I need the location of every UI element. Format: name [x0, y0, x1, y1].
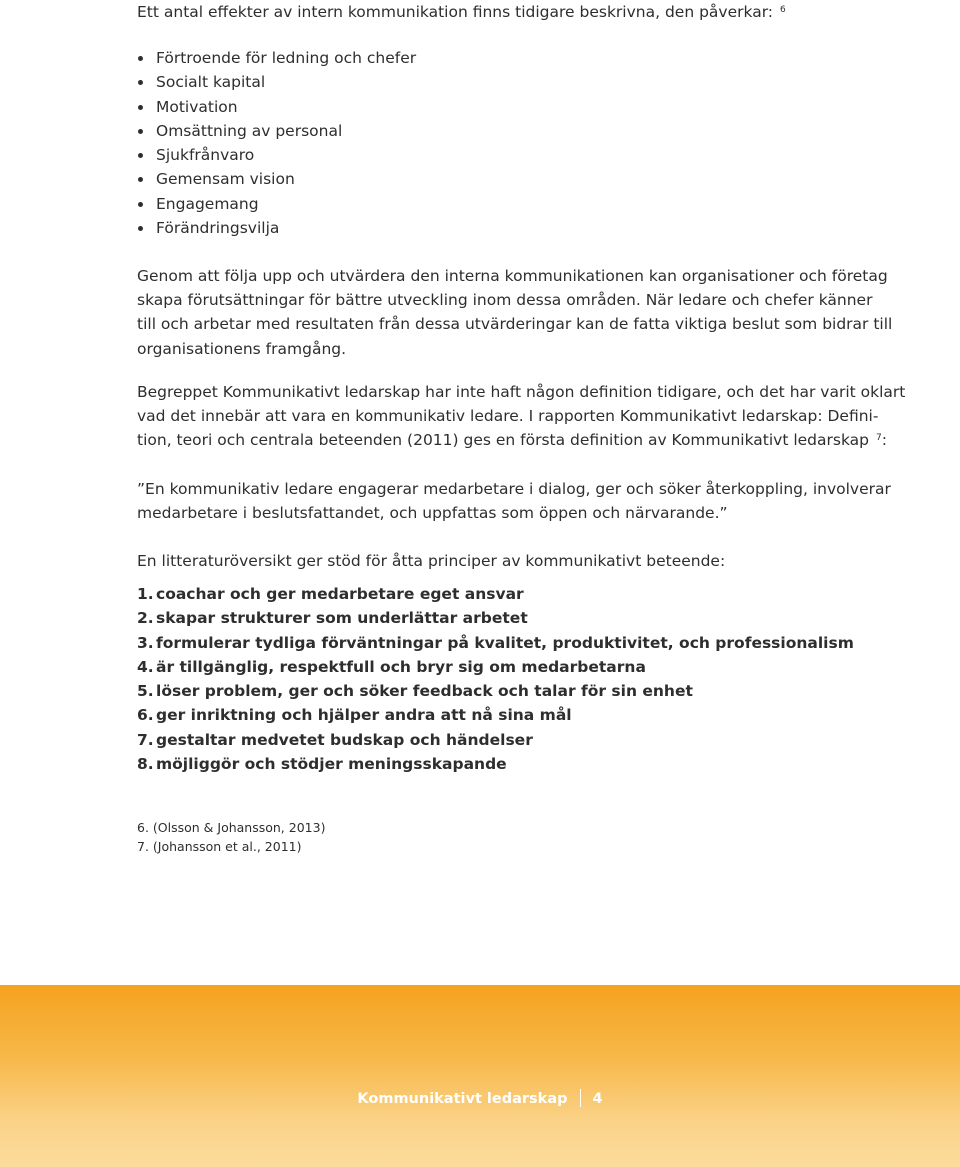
footer-band	[0, 985, 960, 1167]
page-footer	[0, 1089, 960, 1107]
bullet-icon	[138, 105, 143, 110]
footnotes	[137, 818, 325, 856]
footer-divider	[580, 1089, 581, 1107]
definition-quote: ”En kommunikativ ledare engagerar medarbetare i dialog, ger och söker återkoppling, involverar medarbetare i beslutsfattandet, och uppfattas som öppen och närvarande.”	[137, 480, 891, 523]
bullet-icon	[138, 202, 143, 207]
intro-sentence	[137, 0, 786, 24]
list-item: Gemensam vision	[137, 167, 416, 191]
principles-list	[137, 582, 854, 776]
intro-text: Ett antal effekter av intern kommunikation finns tidigare beskrivna, den påverkar:	[137, 3, 774, 21]
list-item: Motivation	[137, 95, 416, 119]
footnote-ref-7: 7	[875, 433, 882, 444]
list-item: Omsättning av personal	[137, 119, 416, 143]
list-item: 6. ger inriktning och hjälper andra att nå sina mål	[137, 706, 572, 725]
footer-title: Kommunikativt ledarskap	[357, 1091, 568, 1107]
list-item: Engagemang	[137, 192, 416, 216]
list-item: 1. coachar och ger medarbetare eget ansvar	[137, 585, 524, 603]
bullet-icon	[138, 56, 143, 61]
list-item: 3. formulerar tydliga förväntningar på kvalitet, produktivitet, och professionalism	[137, 633, 854, 652]
list-item: 4. är tillgänglig, respektfull och bryr sig om medarbetarna	[137, 657, 646, 676]
footnote-7: 7. (Johansson et al., 2011)	[137, 839, 302, 854]
list-item: 2. skapar strukturer som underlättar arbetet	[137, 609, 528, 628]
bullet-icon	[138, 153, 143, 158]
list-item: Socialt kapital	[137, 70, 416, 94]
list-item: 8. möjliggör och stödjer meningsskapande	[137, 755, 507, 774]
paragraph-principles-intro: En litteraturöversikt ger stöd för åtta principer av kommunikativt beteende:	[137, 552, 726, 570]
list-item: Förtroende för ledning och chefer	[137, 46, 416, 70]
paragraph-follow-up: Genom att följa upp och utvärdera den interna kommunikationen kan organisationer och företag skapa förutsättningar för bättre utveckling inom dessa områden. När ledare och chefer känner till och arbetar med resultaten från dessa utvärderingar kan de fatta viktiga beslut som bidrar till organisationens framgång.	[137, 267, 893, 358]
list-item: 7. gestaltar medvetet budskap och händelser	[137, 730, 533, 749]
list-item: Förändringsvilja	[137, 216, 416, 240]
bullet-icon	[138, 177, 143, 182]
footnote-ref-6: 6	[779, 5, 786, 15]
paragraph-definition: Begreppet Kommunikativt ledarskap har inte haft någon definition tidigare, och det har varit oklart vad det innebär att vara en kommunikativ ledare. I rapporten Kommunikativt ledarskap: Defini- tion, teori och centrala beteenden (2011) ges en första definition av Kommunikativt ledarskap $^7$:	[137, 383, 906, 450]
bullet-icon	[138, 226, 143, 231]
bullet-icon	[138, 80, 143, 85]
list-item: 5. löser problem, ger och söker feedback och talar för sin enhet	[137, 682, 693, 701]
footnote-6: 6. (Olsson & Johansson, 2013)	[137, 820, 326, 835]
page-number: 4	[592, 1091, 603, 1107]
bullet-icon	[138, 129, 143, 134]
effects-list	[137, 46, 416, 240]
list-item: Sjukfrånvaro	[137, 143, 416, 167]
